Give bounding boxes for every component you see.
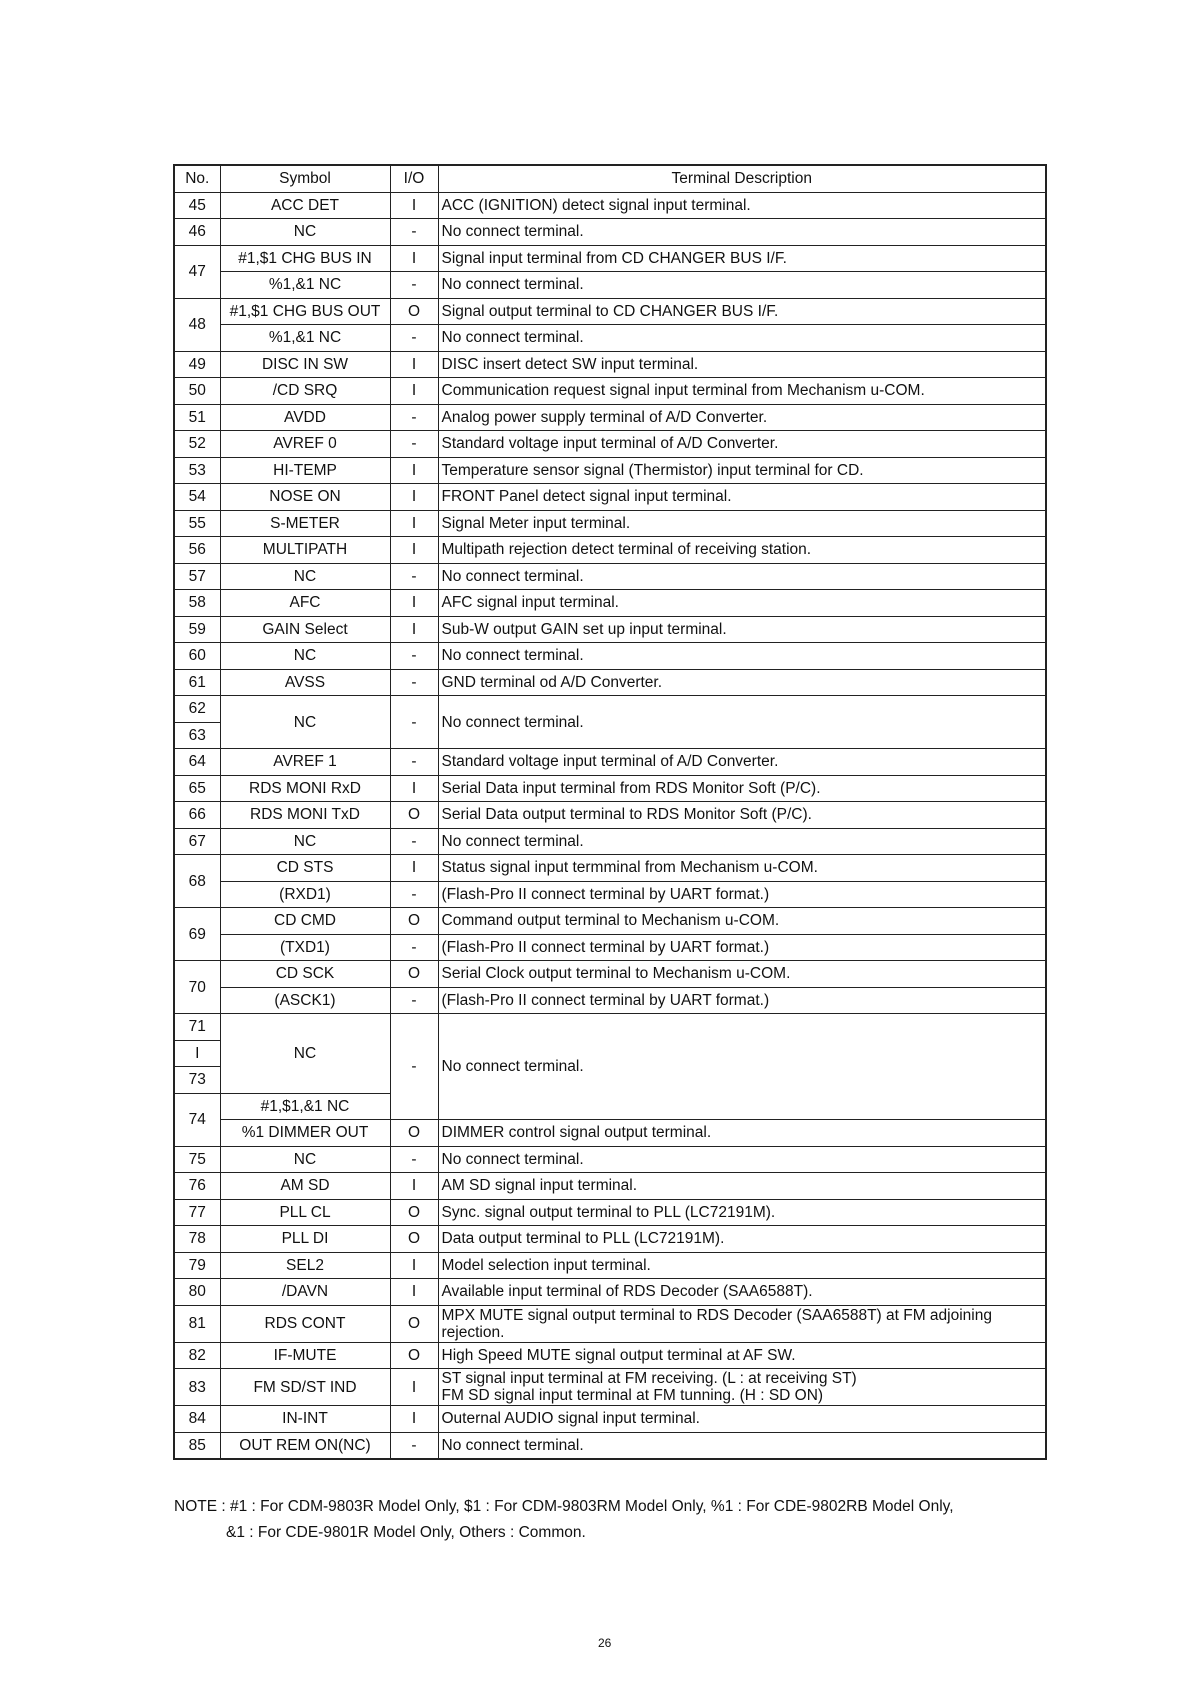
table-row — [174, 1342, 1046, 1369]
pin-io: I — [390, 616, 438, 643]
table-row — [174, 1199, 1046, 1226]
table-row — [174, 351, 1046, 378]
pin-io: - — [390, 1014, 438, 1120]
pin-no: 80 — [174, 1279, 220, 1306]
pin-description: Command output terminal to Mechanism u-COM. — [438, 908, 1046, 935]
pin-symbol: MULTIPATH — [220, 537, 390, 564]
table-row — [174, 563, 1046, 590]
pin-description: High Speed MUTE signal output terminal at AF SW. — [438, 1342, 1046, 1369]
pin-symbol: CD CMD — [220, 908, 390, 935]
model-note: NOTE : #1 : For CDM-9803R Model Only, $1 : For CDM-9803RM Model Only, %1 : For CDE-9802RB Model Only, — [174, 1498, 954, 1515]
pin-no: 70 — [174, 961, 220, 1014]
model-note-continued: &1 : For CDE-9801R Model Only, Others : Common. — [226, 1524, 586, 1541]
table-row — [174, 378, 1046, 405]
pin-no: 64 — [174, 749, 220, 776]
pin-io: I — [390, 537, 438, 564]
table-row — [174, 219, 1046, 246]
pin-no: 75 — [174, 1146, 220, 1173]
pin-io: - — [390, 563, 438, 590]
pin-no: 53 — [174, 457, 220, 484]
pin-symbol: S-METER — [220, 510, 390, 537]
pin-symbol: NC — [220, 219, 390, 246]
table-row — [174, 643, 1046, 670]
pin-io: I — [390, 855, 438, 882]
table-row — [174, 987, 1046, 1014]
table-row — [174, 616, 1046, 643]
pin-symbol: #1,$1,&1 NC — [220, 1093, 390, 1120]
pin-io: I — [390, 1252, 438, 1279]
pin-io: - — [390, 828, 438, 855]
pin-description: AM SD signal input terminal. — [438, 1173, 1046, 1200]
pin-io: O — [390, 1199, 438, 1226]
pin-description: Communication request signal input terminal from Mechanism u-COM. — [438, 378, 1046, 405]
pin-description: No connect terminal. — [438, 219, 1046, 246]
pin-symbol: PLL CL — [220, 1199, 390, 1226]
pin-io: I — [390, 510, 438, 537]
pin-io: I — [390, 484, 438, 511]
pin-symbol: %1,&1 NC — [220, 272, 390, 299]
pin-description: No connect terminal. — [438, 643, 1046, 670]
pin-no: 55 — [174, 510, 220, 537]
pin-description: (Flash-Pro II connect terminal by UART format.) — [438, 987, 1046, 1014]
page-number: 26 — [598, 1636, 612, 1650]
pin-no: 69 — [174, 908, 220, 961]
pin-description: Data output terminal to PLL (LC72191M). — [438, 1226, 1046, 1253]
pin-no: 56 — [174, 537, 220, 564]
pin-symbol: #1,$1 CHG BUS IN — [220, 245, 390, 272]
pin-symbol: AVREF 0 — [220, 431, 390, 458]
pin-symbol: (TXD1) — [220, 934, 390, 961]
pin-io: I — [390, 590, 438, 617]
terminal-table — [173, 164, 1047, 1460]
pin-description: Outernal AUDIO signal input terminal. — [438, 1406, 1046, 1433]
table-row — [174, 457, 1046, 484]
pin-no: 52 — [174, 431, 220, 458]
pin-io: O — [390, 1226, 438, 1253]
pin-no: 51 — [174, 404, 220, 431]
pin-symbol: FM SD/ST IND — [220, 1369, 390, 1406]
pin-description-line: ST signal input terminal at FM receiving. (L : at receiving ST) — [441, 1370, 857, 1387]
pin-io: O — [390, 1342, 438, 1369]
pin-no: 76 — [174, 1173, 220, 1200]
pin-io: I — [390, 351, 438, 378]
pin-symbol: NC — [220, 1014, 390, 1094]
pin-description: Sub-W output GAIN set up input terminal. — [438, 616, 1046, 643]
pin-symbol: (ASCK1) — [220, 987, 390, 1014]
pin-description: No connect terminal. — [438, 1014, 1046, 1120]
pin-symbol: RDS CONT — [220, 1305, 390, 1342]
pin-description: DIMMER control signal output terminal. — [438, 1120, 1046, 1147]
pin-description: Multipath rejection detect terminal of receiving station. — [438, 537, 1046, 564]
table-row — [174, 855, 1046, 882]
pin-symbol: AVSS — [220, 669, 390, 696]
table-row — [174, 272, 1046, 299]
pin-symbol: IN-INT — [220, 1406, 390, 1433]
pin-no: 50 — [174, 378, 220, 405]
table-row — [174, 1406, 1046, 1433]
table-header-row — [174, 165, 1046, 192]
table-row — [174, 484, 1046, 511]
pin-symbol: DISC IN SW — [220, 351, 390, 378]
pin-io: - — [390, 272, 438, 299]
pin-io: I — [390, 192, 438, 219]
pin-description: No connect terminal. — [438, 1146, 1046, 1173]
pin-symbol: NC — [220, 643, 390, 670]
pin-symbol: /CD SRQ — [220, 378, 390, 405]
table-row — [174, 696, 1046, 723]
pin-io: - — [390, 934, 438, 961]
pin-no: 73 — [174, 1067, 220, 1094]
pin-symbol: ACC DET — [220, 192, 390, 219]
table-row — [174, 1120, 1046, 1147]
pin-symbol: OUT REM ON(NC) — [220, 1432, 390, 1459]
pin-no: 66 — [174, 802, 220, 829]
pin-no: 65 — [174, 775, 220, 802]
pin-no: I — [174, 1040, 220, 1067]
pin-description: No connect terminal. — [438, 696, 1046, 749]
pin-description: No connect terminal. — [438, 563, 1046, 590]
pin-description: FRONT Panel detect signal input terminal. — [438, 484, 1046, 511]
pin-symbol: CD SCK — [220, 961, 390, 988]
pin-no: 49 — [174, 351, 220, 378]
pin-io: - — [390, 1146, 438, 1173]
pin-description: Model selection input terminal. — [438, 1252, 1046, 1279]
table-row — [174, 325, 1046, 352]
pin-description: Signal output terminal to CD CHANGER BUS I/F. — [438, 298, 1046, 325]
table-row — [174, 802, 1046, 829]
pin-no: 68 — [174, 855, 220, 908]
pin-no: 58 — [174, 590, 220, 617]
table-row — [174, 192, 1046, 219]
table-row — [174, 1369, 1046, 1406]
pin-no: 85 — [174, 1432, 220, 1459]
pin-io: I — [390, 457, 438, 484]
pin-symbol: CD STS — [220, 855, 390, 882]
pin-no: 74 — [174, 1093, 220, 1146]
pin-description: AFC signal input terminal. — [438, 590, 1046, 617]
pin-symbol: RDS MONI RxD — [220, 775, 390, 802]
pin-symbol: AM SD — [220, 1173, 390, 1200]
pin-io: O — [390, 1120, 438, 1147]
pin-description: Temperature sensor signal (Thermistor) input terminal for CD. — [438, 457, 1046, 484]
pin-io: - — [390, 987, 438, 1014]
pin-symbol: %1 DIMMER OUT — [220, 1120, 390, 1147]
pin-no: 83 — [174, 1369, 220, 1406]
pin-io: - — [390, 325, 438, 352]
pin-description — [438, 1369, 1046, 1406]
pin-io: - — [390, 696, 438, 749]
pin-symbol: (RXD1) — [220, 881, 390, 908]
table-row — [174, 1014, 1046, 1041]
pin-description: No connect terminal. — [438, 325, 1046, 352]
table-row — [174, 1146, 1046, 1173]
pin-no: 82 — [174, 1342, 220, 1369]
pin-io: O — [390, 908, 438, 935]
table-row — [174, 934, 1046, 961]
pin-description: DISC insert detect SW input terminal. — [438, 351, 1046, 378]
header-no: No. — [174, 165, 220, 192]
pin-description: (Flash-Pro II connect terminal by UART format.) — [438, 881, 1046, 908]
pin-symbol: NC — [220, 696, 390, 749]
pin-symbol: %1,&1 NC — [220, 325, 390, 352]
pin-description: Serial Data input terminal from RDS Monitor Soft (P/C). — [438, 775, 1046, 802]
pin-symbol: AFC — [220, 590, 390, 617]
header-description: Terminal Description — [438, 165, 1046, 192]
pin-io: O — [390, 802, 438, 829]
pin-io: I — [390, 378, 438, 405]
pin-symbol: AVDD — [220, 404, 390, 431]
pin-description: Status signal input termminal from Mechanism u-COM. — [438, 855, 1046, 882]
pin-no: 84 — [174, 1406, 220, 1433]
pin-io: I — [390, 1173, 438, 1200]
pin-description: Signal input terminal from CD CHANGER BUS I/F. — [438, 245, 1046, 272]
pin-no: 63 — [174, 722, 220, 749]
table-row — [174, 881, 1046, 908]
pin-no: 46 — [174, 219, 220, 246]
pin-symbol: HI-TEMP — [220, 457, 390, 484]
pin-description: Analog power supply terminal of A/D Converter. — [438, 404, 1046, 431]
pin-description: Sync. signal output terminal to PLL (LC72191M). — [438, 1199, 1046, 1226]
pin-no: 61 — [174, 669, 220, 696]
pin-io: - — [390, 404, 438, 431]
pin-description-line: FM SD signal input terminal at FM tunning. (H : SD ON) — [441, 1387, 824, 1404]
pin-io: I — [390, 245, 438, 272]
header-symbol: Symbol — [220, 165, 390, 192]
pin-symbol: NC — [220, 1146, 390, 1173]
pin-description: MPX MUTE signal output terminal to RDS Decoder (SAA6588T) at FM adjoining rejection. — [438, 1305, 1046, 1342]
pin-symbol: RDS MONI TxD — [220, 802, 390, 829]
pin-no: 45 — [174, 192, 220, 219]
pin-no: 57 — [174, 563, 220, 590]
table-row — [174, 245, 1046, 272]
table-row — [174, 1279, 1046, 1306]
table-row — [174, 298, 1046, 325]
pin-no: 78 — [174, 1226, 220, 1253]
pin-symbol: PLL DI — [220, 1226, 390, 1253]
pin-symbol: NOSE ON — [220, 484, 390, 511]
pin-description: (Flash-Pro II connect terminal by UART format.) — [438, 934, 1046, 961]
pin-description: Signal Meter input terminal. — [438, 510, 1046, 537]
pin-no: 54 — [174, 484, 220, 511]
table-row — [174, 537, 1046, 564]
pin-description: No connect terminal. — [438, 1432, 1046, 1459]
pin-no: 71 — [174, 1014, 220, 1041]
pin-no: 59 — [174, 616, 220, 643]
table-row — [174, 1173, 1046, 1200]
table-row — [174, 669, 1046, 696]
pin-io: - — [390, 219, 438, 246]
pin-io: - — [390, 749, 438, 776]
pin-description: Serial Data output terminal to RDS Monitor Soft (P/C). — [438, 802, 1046, 829]
pin-io: I — [390, 1279, 438, 1306]
pin-io: - — [390, 1432, 438, 1459]
table-row — [174, 775, 1046, 802]
pin-description: No connect terminal. — [438, 272, 1046, 299]
pin-no: 79 — [174, 1252, 220, 1279]
pin-description: Standard voltage input terminal of A/D Converter. — [438, 749, 1046, 776]
table-row — [174, 828, 1046, 855]
table-row — [174, 1226, 1046, 1253]
table-row — [174, 1305, 1046, 1342]
table-row — [174, 431, 1046, 458]
pin-description: Standard voltage input terminal of A/D Converter. — [438, 431, 1046, 458]
pin-no: 62 — [174, 696, 220, 723]
pin-io: - — [390, 643, 438, 670]
pin-symbol: GAIN Select — [220, 616, 390, 643]
pin-no: 67 — [174, 828, 220, 855]
header-io: I/O — [390, 165, 438, 192]
pin-io: O — [390, 961, 438, 988]
table-row — [174, 404, 1046, 431]
pin-io: - — [390, 431, 438, 458]
pin-symbol: NC — [220, 563, 390, 590]
pin-no: 47 — [174, 245, 220, 298]
pin-description: No connect terminal. — [438, 828, 1046, 855]
pin-no: 81 — [174, 1305, 220, 1342]
table-row — [174, 590, 1046, 617]
table-row — [174, 908, 1046, 935]
pin-no: 48 — [174, 298, 220, 351]
table-row — [174, 749, 1046, 776]
pin-io: O — [390, 298, 438, 325]
pin-description: GND terminal od A/D Converter. — [438, 669, 1046, 696]
table-row — [174, 510, 1046, 537]
pin-io: - — [390, 881, 438, 908]
pin-symbol: NC — [220, 828, 390, 855]
pin-description: Available input terminal of RDS Decoder (SAA6588T). — [438, 1279, 1046, 1306]
table-row — [174, 961, 1046, 988]
pin-io: I — [390, 1369, 438, 1406]
pin-symbol: SEL2 — [220, 1252, 390, 1279]
pin-io: I — [390, 1406, 438, 1433]
pin-description: ACC (IGNITION) detect signal input terminal. — [438, 192, 1046, 219]
pin-symbol: AVREF 1 — [220, 749, 390, 776]
pin-description: Serial Clock output terminal to Mechanism u-COM. — [438, 961, 1046, 988]
pin-io: O — [390, 1305, 438, 1342]
pin-no: 60 — [174, 643, 220, 670]
table-row — [174, 1432, 1046, 1459]
pin-io: I — [390, 775, 438, 802]
pin-symbol: #1,$1 CHG BUS OUT — [220, 298, 390, 325]
pin-symbol: /DAVN — [220, 1279, 390, 1306]
table-row — [174, 1252, 1046, 1279]
pin-no: 77 — [174, 1199, 220, 1226]
pin-io: - — [390, 669, 438, 696]
pin-symbol: IF-MUTE — [220, 1342, 390, 1369]
